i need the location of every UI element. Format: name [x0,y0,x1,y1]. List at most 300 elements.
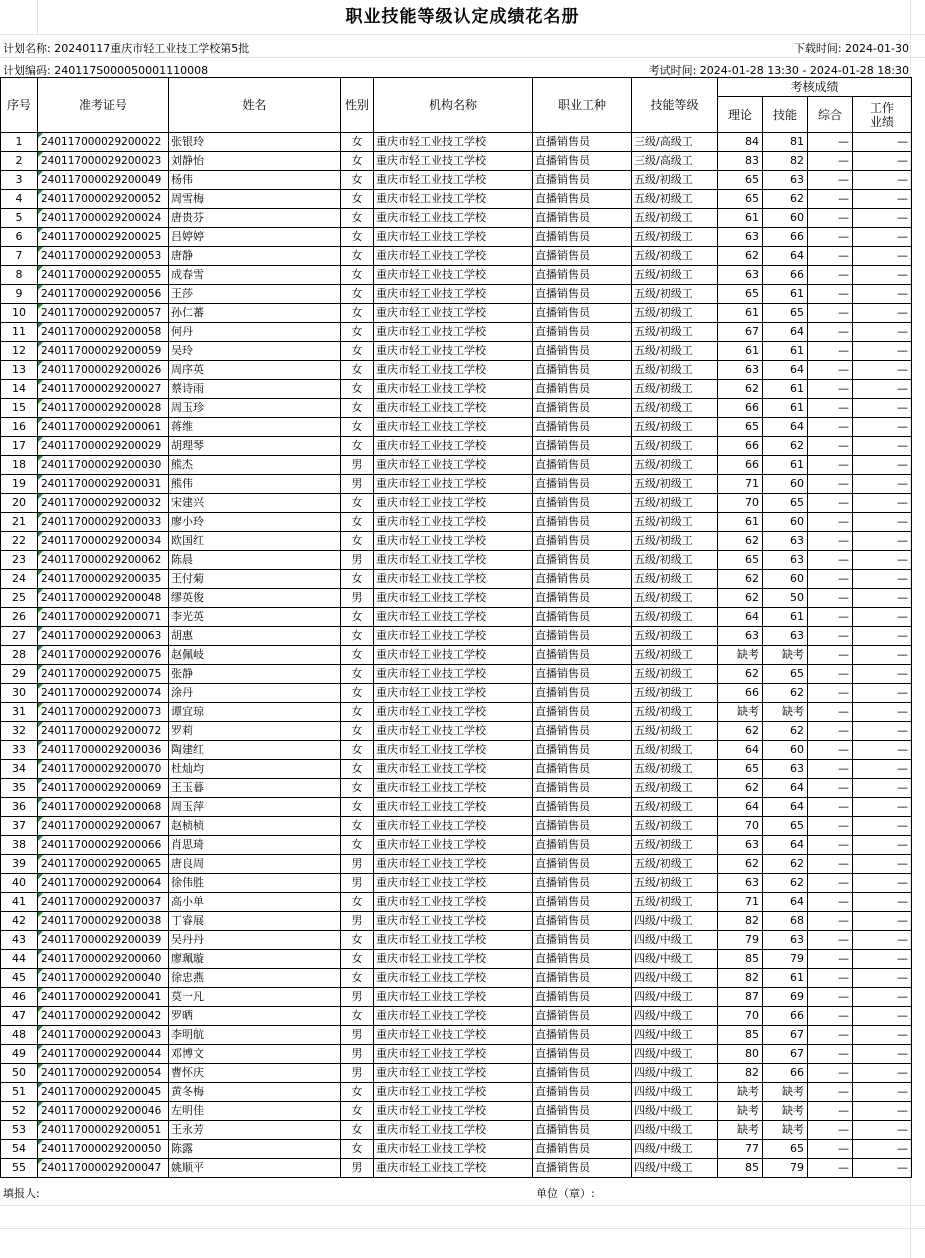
cell-work: — [853,456,912,475]
cell-level: 五级/初级工 [632,798,718,817]
cell-job: 直播销售员 [533,646,632,665]
cell-name: 胡惠 [169,627,341,646]
table-row [1,798,912,817]
cell-work: — [853,969,912,988]
cell-work: — [853,1083,912,1102]
cell-overall: — [808,570,853,589]
score-table [0,77,912,1178]
cell-gender: 男 [341,551,374,570]
cell-org: 重庆市轻工业技工学校 [374,1121,533,1140]
cell-gender: 女 [341,798,374,817]
cell-gender: 女 [341,608,374,627]
cell-work: — [853,646,912,665]
cell-work: — [853,570,912,589]
cell-job: 直播销售员 [533,513,632,532]
table-row [1,1064,912,1083]
cell-work: — [853,741,912,760]
cell-work: — [853,874,912,893]
cell-work: — [853,133,912,152]
cell-ticket: 240117000029200047 [38,1159,169,1178]
cell-name: 宋建兴 [169,494,341,513]
cell-seq: 22 [1,532,38,551]
cell-skill: 64 [763,798,808,817]
cell-org: 重庆市轻工业技工学校 [374,1102,533,1121]
cell-theory: 85 [718,1026,763,1045]
cell-name: 蒋维 [169,418,341,437]
cell-overall: — [808,703,853,722]
table-row [1,703,912,722]
cell-org: 重庆市轻工业技工学校 [374,209,533,228]
cell-name: 张银玲 [169,133,341,152]
cell-org: 重庆市轻工业技工学校 [374,418,533,437]
cell-level: 五级/初级工 [632,646,718,665]
cell-seq: 5 [1,209,38,228]
cell-theory: 62 [718,855,763,874]
cell-theory: 70 [718,494,763,513]
cell-theory: 84 [718,133,763,152]
cell-level: 四级/中级工 [632,931,718,950]
cell-seq: 47 [1,1007,38,1026]
grid-line [0,1228,925,1229]
cell-name: 王付菊 [169,570,341,589]
table-row [1,874,912,893]
cell-org: 重庆市轻工业技工学校 [374,1064,533,1083]
cell-seq: 43 [1,931,38,950]
cell-level: 五级/初级工 [632,323,718,342]
cell-theory: 61 [718,342,763,361]
cell-overall: — [808,247,853,266]
cell-gender: 女 [341,228,374,247]
cell-job: 直播销售员 [533,437,632,456]
cell-theory: 64 [718,741,763,760]
table-row [1,475,912,494]
cell-level: 五级/初级工 [632,285,718,304]
cell-gender: 女 [341,532,374,551]
cell-gender: 女 [341,190,374,209]
cell-level: 五级/初级工 [632,437,718,456]
cell-skill: 67 [763,1045,808,1064]
cell-work: — [853,817,912,836]
table-row [1,608,912,627]
cell-job: 直播销售员 [533,1026,632,1045]
cell-skill: 64 [763,323,808,342]
cell-job: 直播销售员 [533,760,632,779]
cell-ticket: 240117000029200031 [38,475,169,494]
cell-skill: 61 [763,380,808,399]
cell-theory: 64 [718,608,763,627]
cell-ticket: 240117000029200074 [38,684,169,703]
cell-seq: 7 [1,247,38,266]
cell-overall: — [808,209,853,228]
cell-ticket: 240117000029200033 [38,513,169,532]
cell-job: 直播销售员 [533,1140,632,1159]
cell-overall: — [808,1102,853,1121]
cell-org: 重庆市轻工业技工学校 [374,836,533,855]
cell-gender: 女 [341,741,374,760]
cell-work: — [853,475,912,494]
cell-name: 曹怀庆 [169,1064,341,1083]
cell-level: 五级/初级工 [632,589,718,608]
cell-skill: 63 [763,760,808,779]
cell-job: 直播销售员 [533,779,632,798]
cell-org: 重庆市轻工业技工学校 [374,475,533,494]
cell-overall: — [808,342,853,361]
table-row [1,722,912,741]
cell-ticket: 240117000029200037 [38,893,169,912]
cell-job: 直播销售员 [533,456,632,475]
cell-org: 重庆市轻工业技工学校 [374,133,533,152]
cell-work: — [853,1026,912,1045]
cell-level: 四级/中级工 [632,1083,718,1102]
cell-name: 丁睿展 [169,912,341,931]
cell-ticket: 240117000029200050 [38,1140,169,1159]
cell-gender: 女 [341,437,374,456]
cell-job: 直播销售员 [533,475,632,494]
cell-ticket: 240117000029200060 [38,950,169,969]
cell-level: 四级/中级工 [632,1140,718,1159]
cell-name: 廖珮璇 [169,950,341,969]
cell-skill: 64 [763,418,808,437]
cell-theory: 67 [718,323,763,342]
exam-time: 考试时间: 2024-01-28 13:30 - 2024-01-28 18:30 [648,64,909,77]
cell-seq: 41 [1,893,38,912]
cell-name: 徐忠燕 [169,969,341,988]
cell-seq: 34 [1,760,38,779]
cell-level: 四级/中级工 [632,950,718,969]
cell-overall: — [808,627,853,646]
cell-work: — [853,342,912,361]
cell-level: 五级/初级工 [632,893,718,912]
cell-theory: 63 [718,266,763,285]
cell-seq: 31 [1,703,38,722]
cell-ticket: 240117000029200048 [38,589,169,608]
cell-theory: 65 [718,551,763,570]
cell-work: — [853,988,912,1007]
cell-theory: 82 [718,912,763,931]
table-row [1,190,912,209]
table-row [1,779,912,798]
cell-theory: 61 [718,513,763,532]
cell-overall: — [808,304,853,323]
cell-gender: 女 [341,209,374,228]
table-row [1,456,912,475]
cell-seq: 39 [1,855,38,874]
cell-org: 重庆市轻工业技工学校 [374,399,533,418]
cell-org: 重庆市轻工业技工学校 [374,228,533,247]
cell-work: — [853,950,912,969]
cell-ticket: 240117000029200064 [38,874,169,893]
cell-ticket: 240117000029200069 [38,779,169,798]
cell-org: 重庆市轻工业技工学校 [374,798,533,817]
cell-gender: 男 [341,1045,374,1064]
cell-gender: 女 [341,627,374,646]
cell-name: 孙仁蕃 [169,304,341,323]
cell-gender: 女 [341,342,374,361]
cell-gender: 女 [341,285,374,304]
cell-level: 五级/初级工 [632,209,718,228]
cell-ticket: 240117000029200067 [38,817,169,836]
cell-skill: 缺考 [763,1121,808,1140]
cell-org: 重庆市轻工业技工学校 [374,190,533,209]
cell-ticket: 240117000029200055 [38,266,169,285]
cell-seq: 24 [1,570,38,589]
cell-work: — [853,190,912,209]
cell-job: 直播销售员 [533,190,632,209]
plan-name: 计划名称: 20240117重庆市轻工业技工学校第5批 [3,42,250,55]
cell-gender: 女 [341,266,374,285]
cell-seq: 11 [1,323,38,342]
cell-theory: 63 [718,228,763,247]
cell-overall: — [808,418,853,437]
cell-level: 五级/初级工 [632,380,718,399]
cell-name: 吕婷婷 [169,228,341,247]
table-row [1,228,912,247]
cell-skill: 61 [763,608,808,627]
cell-ticket: 240117000029200043 [38,1026,169,1045]
cell-theory: 62 [718,589,763,608]
cell-theory: 71 [718,475,763,494]
cell-ticket: 240117000029200052 [38,190,169,209]
cell-overall: — [808,1064,853,1083]
cell-job: 直播销售员 [533,228,632,247]
cell-job: 直播销售员 [533,380,632,399]
cell-level: 五级/初级工 [632,665,718,684]
cell-org: 重庆市轻工业技工学校 [374,570,533,589]
cell-gender: 女 [341,570,374,589]
cell-gender: 男 [341,912,374,931]
cell-overall: — [808,589,853,608]
cell-skill: 61 [763,456,808,475]
cell-theory: 85 [718,1159,763,1178]
cell-name: 罗晒 [169,1007,341,1026]
cell-theory: 62 [718,665,763,684]
cell-gender: 女 [341,1083,374,1102]
cell-overall: — [808,323,853,342]
cell-overall: — [808,1121,853,1140]
cell-overall: — [808,665,853,684]
cell-job: 直播销售员 [533,988,632,1007]
cell-job: 直播销售员 [533,627,632,646]
grid-line [0,57,925,58]
cell-seq: 45 [1,969,38,988]
table-row [1,988,912,1007]
cell-skill: 缺考 [763,646,808,665]
cell-level: 五级/初级工 [632,304,718,323]
cell-level: 五级/初级工 [632,836,718,855]
cell-overall: — [808,608,853,627]
cell-ticket: 240117000029200042 [38,1007,169,1026]
cell-job: 直播销售员 [533,285,632,304]
cell-overall: — [808,646,853,665]
cell-name: 李光英 [169,608,341,627]
cell-gender: 女 [341,703,374,722]
cell-org: 重庆市轻工业技工学校 [374,874,533,893]
header-theory: 理论 [718,97,763,133]
cell-work: — [853,380,912,399]
cell-overall: — [808,551,853,570]
cell-overall: — [808,779,853,798]
cell-job: 直播销售员 [533,323,632,342]
cell-overall: — [808,171,853,190]
cell-gender: 女 [341,380,374,399]
cell-level: 五级/初级工 [632,228,718,247]
cell-org: 重庆市轻工业技工学校 [374,361,533,380]
table-row [1,1159,912,1178]
cell-org: 重庆市轻工业技工学校 [374,665,533,684]
cell-ticket: 240117000029200024 [38,209,169,228]
cell-gender: 女 [341,779,374,798]
cell-theory: 66 [718,456,763,475]
cell-name: 唐静 [169,247,341,266]
cell-work: — [853,304,912,323]
cell-job: 直播销售员 [533,684,632,703]
table-row [1,741,912,760]
cell-job: 直播销售员 [533,304,632,323]
grid-line [0,1205,925,1206]
cell-ticket: 240117000029200065 [38,855,169,874]
cell-gender: 女 [341,1007,374,1026]
table-row [1,950,912,969]
cell-job: 直播销售员 [533,1121,632,1140]
cell-org: 重庆市轻工业技工学校 [374,1083,533,1102]
cell-name: 吴丹丹 [169,931,341,950]
table-row [1,665,912,684]
cell-gender: 女 [341,950,374,969]
cell-work: — [853,836,912,855]
cell-theory: 80 [718,1045,763,1064]
cell-job: 直播销售员 [533,361,632,380]
cell-job: 直播销售员 [533,171,632,190]
cell-gender: 男 [341,589,374,608]
cell-job: 直播销售员 [533,570,632,589]
cell-seq: 25 [1,589,38,608]
cell-name: 唐良周 [169,855,341,874]
cell-name: 熊杰 [169,456,341,475]
table-row [1,893,912,912]
cell-job: 直播销售员 [533,912,632,931]
header-gender: 性别 [341,78,374,133]
table-body [1,133,912,1178]
cell-ticket: 240117000029200036 [38,741,169,760]
cell-theory: 85 [718,950,763,969]
cell-name: 成春雪 [169,266,341,285]
cell-ticket: 240117000029200035 [38,570,169,589]
cell-overall: — [808,475,853,494]
cell-theory: 82 [718,969,763,988]
cell-level: 五级/初级工 [632,722,718,741]
cell-job: 直播销售员 [533,1045,632,1064]
cell-job: 直播销售员 [533,722,632,741]
header-seq: 序号 [1,78,38,133]
cell-skill: 65 [763,494,808,513]
cell-ticket: 240117000029200041 [38,988,169,1007]
cell-seq: 1 [1,133,38,152]
cell-gender: 女 [341,969,374,988]
cell-gender: 男 [341,475,374,494]
cell-org: 重庆市轻工业技工学校 [374,988,533,1007]
cell-level: 五级/初级工 [632,779,718,798]
cell-level: 五级/初级工 [632,874,718,893]
cell-gender: 女 [341,513,374,532]
cell-job: 直播销售员 [533,266,632,285]
cell-seq: 27 [1,627,38,646]
table-row [1,684,912,703]
cell-gender: 男 [341,456,374,475]
cell-level: 四级/中级工 [632,988,718,1007]
cell-ticket: 240117000029200072 [38,722,169,741]
cell-gender: 女 [341,171,374,190]
cell-ticket: 240117000029200076 [38,646,169,665]
cell-job: 直播销售员 [533,1102,632,1121]
cell-seq: 16 [1,418,38,437]
cell-ticket: 240117000029200058 [38,323,169,342]
cell-seq: 53 [1,1121,38,1140]
cell-skill: 65 [763,817,808,836]
header-ticket: 准考证号 [38,78,169,133]
cell-overall: — [808,931,853,950]
cell-theory: 65 [718,171,763,190]
cell-seq: 36 [1,798,38,817]
cell-job: 直播销售员 [533,1007,632,1026]
cell-overall: — [808,722,853,741]
cell-theory: 62 [718,722,763,741]
cell-name: 熊伟 [169,475,341,494]
cell-ticket: 240117000029200027 [38,380,169,399]
cell-org: 重庆市轻工业技工学校 [374,532,533,551]
cell-ticket: 240117000029200029 [38,437,169,456]
cell-work: — [853,209,912,228]
table-row [1,1140,912,1159]
cell-job: 直播销售员 [533,209,632,228]
cell-skill: 64 [763,836,808,855]
cell-skill: 62 [763,874,808,893]
cell-seq: 10 [1,304,38,323]
cell-name: 肖思琦 [169,836,341,855]
cell-work: — [853,1045,912,1064]
cell-skill: 64 [763,893,808,912]
cell-job: 直播销售员 [533,551,632,570]
cell-job: 直播销售员 [533,836,632,855]
cell-job: 直播销售员 [533,342,632,361]
cell-name: 徐伟胜 [169,874,341,893]
cell-level: 四级/中级工 [632,1007,718,1026]
table-row [1,342,912,361]
cell-seq: 6 [1,228,38,247]
cell-skill: 60 [763,570,808,589]
cell-ticket: 240117000029200070 [38,760,169,779]
header-scores: 考核成绩 [718,78,912,97]
cell-seq: 54 [1,1140,38,1159]
cell-seq: 44 [1,950,38,969]
cell-org: 重庆市轻工业技工学校 [374,323,533,342]
cell-gender: 女 [341,133,374,152]
table-row [1,380,912,399]
table-row [1,152,912,171]
cell-name: 陈露 [169,1140,341,1159]
cell-work: — [853,722,912,741]
cell-overall: — [808,456,853,475]
cell-org: 重庆市轻工业技工学校 [374,589,533,608]
cell-ticket: 240117000029200057 [38,304,169,323]
cell-name: 周雪梅 [169,190,341,209]
cell-skill: 63 [763,551,808,570]
cell-overall: — [808,855,853,874]
cell-gender: 女 [341,399,374,418]
cell-level: 四级/中级工 [632,1045,718,1064]
cell-org: 重庆市轻工业技工学校 [374,266,533,285]
cell-skill: 50 [763,589,808,608]
cell-theory: 62 [718,570,763,589]
